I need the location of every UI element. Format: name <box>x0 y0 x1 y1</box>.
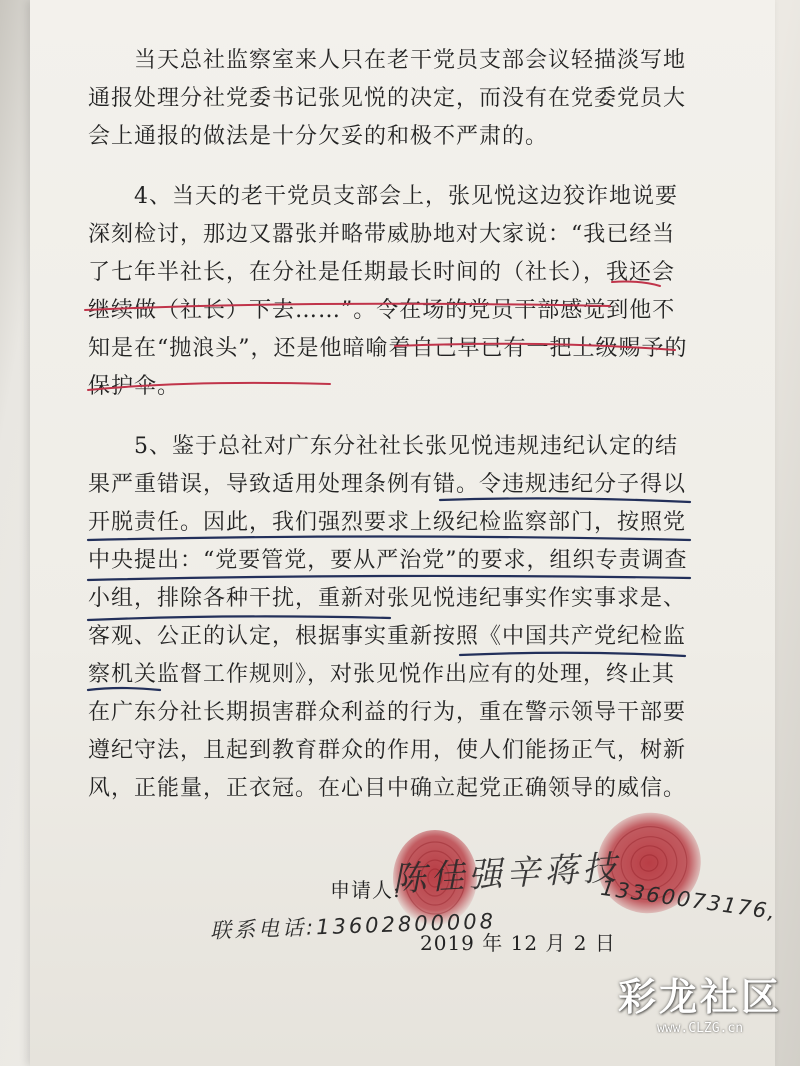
site-watermark <box>618 966 782 1036</box>
handwritten-signatures: 陈佳强辛蒋技 <box>391 848 622 900</box>
handwritten-contact-phone: 联系电话:13602800008 <box>209 909 497 943</box>
signing-date: 2019 年 12 月 2 日 <box>420 931 616 955</box>
paragraph-1: 当天总社监察室来人只在老干党员支部会议轻描淡写地通报处理分社党委书记张见悦的决定，而没有在党委党员大会上通报的做法是十分欠妥的和极不严肃的。 <box>88 48 687 149</box>
watermark-logo-text: 彩龙社区 <box>617 974 782 1019</box>
applicant-label: 申请人: <box>330 878 401 902</box>
paragraph-5: 5、鉴于总社对广东分社社长张见悦违规违纪认定的结果严重错误，导致适用处理条例有错。令违规违纪分子得以开脱责任。因此，我们强烈要求上级纪检监察部门，按照党中央提出：“党要管党，要从严治党”的要求，组织专责调查小组，排除各种干扰，重新对张见悦违纪事实作实事求是、客观、公正的认定，根据事实重新按照《中国共产党纪检监察机关监督工作规则》，对张见悦作出应有的处理，终止其在广东分社长期损害群众利益的行为，重在警示领导干部要遵纪守法，且起到教育群众的作用，使人们能扬正气，树新风，正能量，正衣冠。在心目中确立起党正确领导的威信。 <box>88 434 688 801</box>
handwritten-phone-number: 13360073176, <box>599 875 779 925</box>
paragraph-4: 4、当天的老干党员支部会上，张见悦这边狡诈地说要深刻检讨，那边又嚣张并略带威胁地对大家说：“我已经当了七年半社长，在分社是任期最长时间的（社长），我还会继续做（社长）下去……”。令在场的党员干部感觉到他不知是在“抛浪头”，还是他暗喻着自己早已有一把上级赐予的保护伞。 <box>88 184 688 399</box>
letter-body <box>88 42 688 830</box>
watermark-url: www.CLZG.cn <box>656 1021 744 1036</box>
